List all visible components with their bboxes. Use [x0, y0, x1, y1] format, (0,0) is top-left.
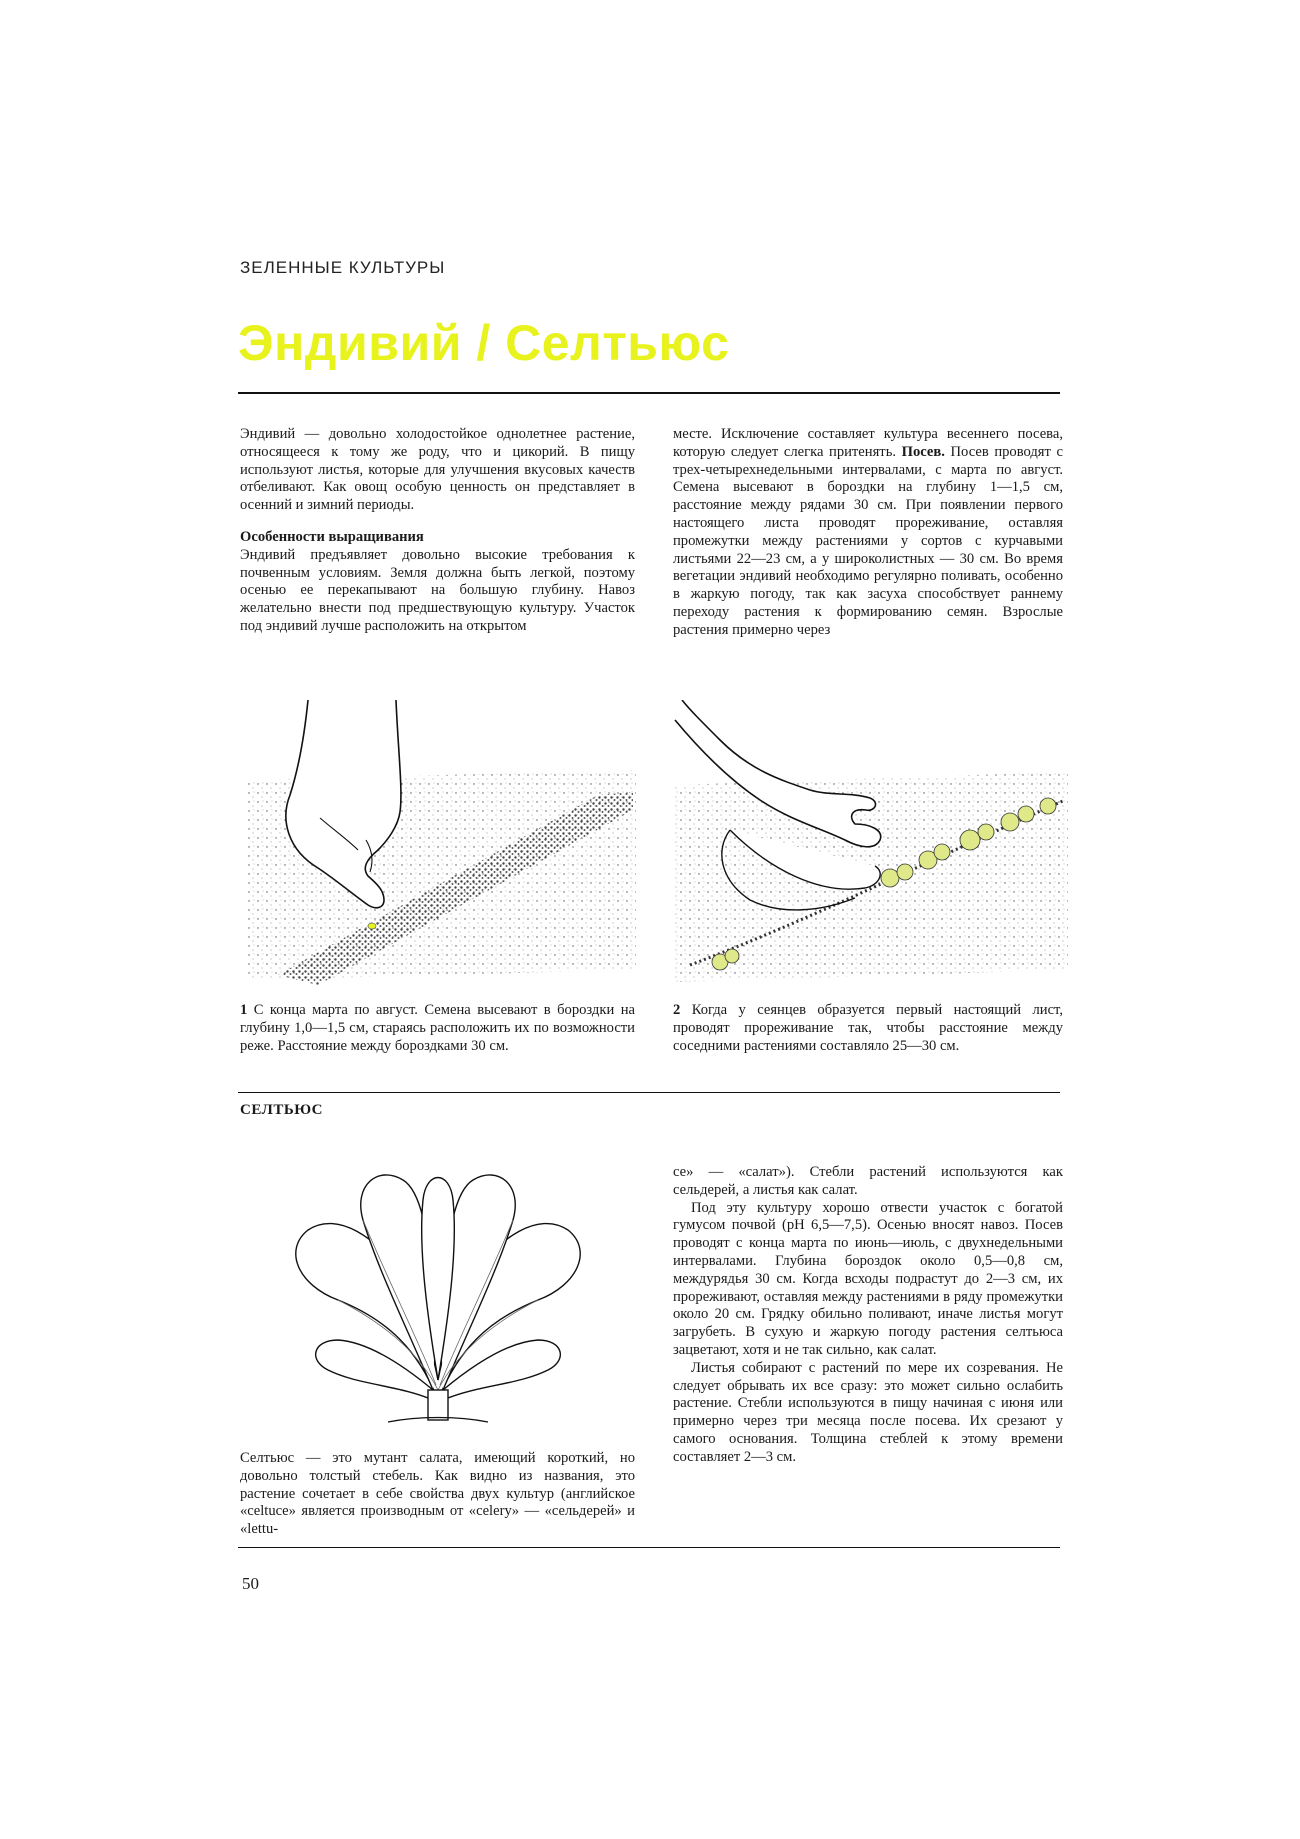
- footer-rule: [238, 1547, 1060, 1548]
- figure-2-thinning-illustration: [670, 700, 1070, 990]
- celtuce-paragraph-2: Под эту культуру хорошо отвести участок с богатой гумусом почвой (pH 6,5—7,5). Осенью вносят навоз. Посев проводят с конца марта по июнь—июль, с двухнедельными интервалами. Глубина бороздок около 0,5—0,8 см, междурядья 30 см. Когда всходы подрастут до 2—3 см, их прореживают, оставляя между растениями в ряду промежутки около 20 см. Грядку обильно поливают, иначе листья могут загрубеть. В сухую и жаркую погоду растения селтьюса зацветают, хотя и не так сильно, как салат.: [673, 1199, 1063, 1358]
- section-label: ЗЕЛЕННЫЕ КУЛЬТУРЫ: [240, 258, 446, 277]
- figure-1-sowing-illustration: [238, 700, 638, 990]
- endive-growing-text: Эндивий предъявляет довольно высокие требования к почвенным условиям. Земля должна быть легкой, поэтому осенью ее перекапывают на большую глубину. Навоз желательно внести под предшествующую культуру. Участок под эндивий лучше расположить на открытом: [240, 546, 635, 634]
- figure-2-caption: [673, 1002, 1063, 1055]
- endive-right-column: [673, 426, 1063, 640]
- sowing-label: Посев.: [901, 443, 945, 460]
- figure-1-number: 1: [240, 1002, 248, 1018]
- celtuce-paragraph-3: Листья собирают с растений по мере их созревания. Не следует обрывать их все сразу: это может сильно ослабить растение. Стебли используются в пищу начиная с июня или примерно через три месяца после посева. Их срезают у самого основания. Толщина стеблей к этому времени составляет 2—3 см.: [673, 1359, 1063, 1465]
- celtuce-left-text: Селтьюс — это мутант салата, имеющий короткий, но довольно толстый стебель. Как видно из названия, это растение сочетает в себе свойства двух культур (английское «celtuce» является производным от «celery» — «сельдерей» и «lettu-: [240, 1450, 635, 1538]
- page-number: 50: [242, 1574, 259, 1593]
- figure-1-caption-text: С конца марта по август. Семена высевают в бороздки на глубину 1,0—1,5 см, стараясь расположить их по возможности реже. Расстояние между бороздками 30 см.: [240, 1002, 635, 1054]
- celtuce-plant-illustration: [268, 1150, 608, 1430]
- endive-left-column: [240, 426, 635, 636]
- endive-intro: Эндивий — довольно холодостойкое однолетнее растение, относящееся к тому же роду, что и цикорий. В пищу используют листья, которые для улучшения вкусовых качеств отбеливают. Как овощ особую ценность он представляет в осенний и зимний периоды.: [240, 426, 635, 514]
- page-title: Эндивий / Селтьюс: [238, 315, 730, 371]
- growing-subhead: Особенности выращивания: [240, 528, 424, 545]
- title-rule: [238, 392, 1060, 394]
- endive-continuation: месте. Исключение составляет культура весеннего посева, которую следует слегка притенять.: [673, 426, 1063, 460]
- figure-1-caption: [240, 1002, 635, 1055]
- figure-2-caption-text: Когда у сеянцев образуется первый настоящий лист, проводят прореживание так, чтобы расстояние между соседними растениями составляло 25—30 см.: [673, 1002, 1063, 1054]
- celtuce-heading: СЕЛТЬЮС: [240, 1102, 323, 1118]
- celtuce-right-column: [673, 1164, 1063, 1467]
- section-rule: [238, 1092, 1060, 1093]
- celtuce-paragraph-1: се» — «салат»). Стебли растений используются как сельдерей, а листья как салат.: [673, 1164, 1063, 1198]
- sowing-text: Посев проводят с трех-четырехнедельными интервалами, с марта по август. Семена высевают в бороздки на глубину 1—1,5 см, расстояние между рядами 30 см. При появлении первого настоящего листа проводят прореживание, оставляя промежутки между растениями у сортов с курчавыми листьями 22—23 см, а у широколистных — 30 см. Во время вегетации эндивий необходимо регулярно поливать, особенно в жаркую погоду, так как засуха способствует раннему переходу растения к формированию семян. Взрослые растения примерно через: [673, 443, 1063, 638]
- figure-2-number: 2: [673, 1002, 681, 1018]
